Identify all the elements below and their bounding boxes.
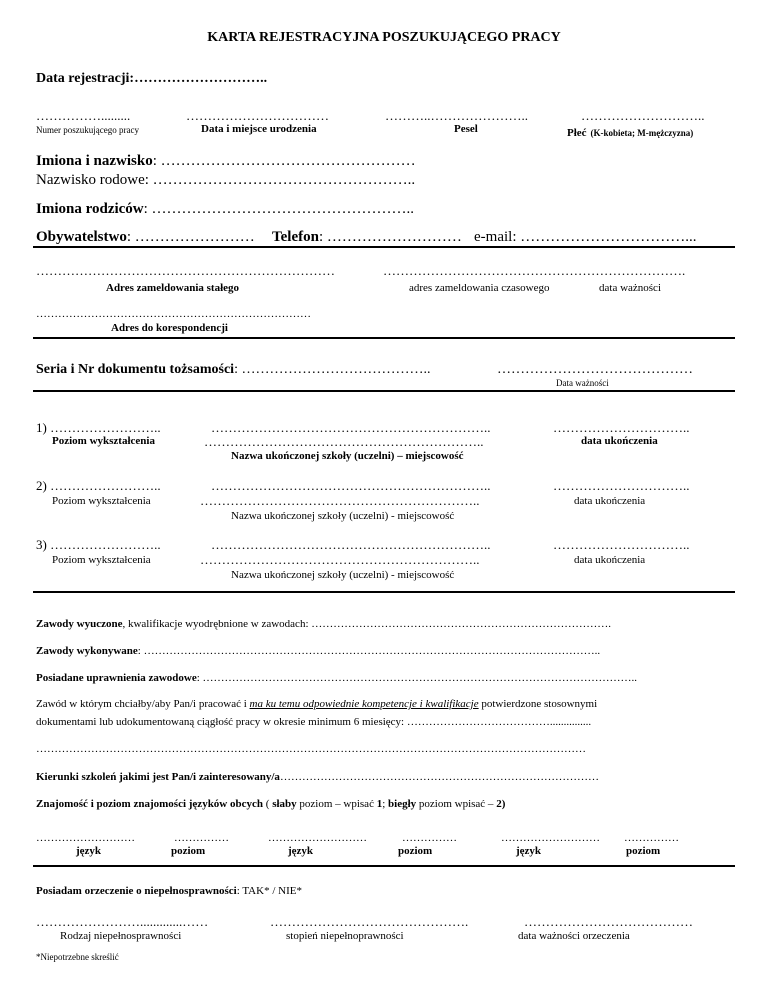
poziom-1-label: poziom [171, 845, 206, 857]
jezyki-title-sep: ; [382, 798, 389, 810]
rodzice-label: Imiona rodziców [36, 201, 144, 217]
zawody-wyuczone-dots[interactable]: , kwalifikacje wyodrębnione w zawodach: ………………………………………………………………………. [122, 618, 611, 630]
dokument-dots[interactable]: : ………………………………….. [234, 362, 431, 377]
adres-koresp-label: Adres do korespondencji [111, 322, 228, 334]
data-ukonczenia-1-label: data ukończenia [581, 435, 658, 447]
adres-czasowy-dots[interactable]: ……………………………………………………………. [383, 263, 686, 278]
kierunki-szkolen-label: Kierunki szkoleń jakimi jest Pan/i zainteresowany/a [36, 771, 280, 783]
adres-czasowy-label: adres zameldowania czasowego [409, 282, 550, 294]
kierunki-szkolen-dots[interactable]: …………………………………………………………………………… [279, 771, 599, 783]
poziom-3-label: poziom [626, 845, 661, 857]
szkola-1-dots[interactable]: ……………………………………………………….. [211, 420, 491, 435]
preferowany-zawod-text [36, 698, 597, 710]
divider [33, 865, 735, 867]
niepelnosprawnosc-label: Posiadam orzeczenie o niepełnosprawności [36, 885, 237, 897]
jezyki-slaby: słaby [272, 798, 297, 810]
plec-dots[interactable]: ……………………….. [581, 108, 705, 123]
preferowany-zawod-field[interactable]: dokumentami lub udokumentowaną ciągłość pracy w okresie minimum 6 miesięcy: …………………………………............... [36, 716, 592, 728]
rodzice-dots[interactable]: : …………………………………………….. [143, 201, 415, 217]
stopien-dots[interactable]: ………………………………………. [270, 914, 469, 929]
jezyki-title-mid2: poziom wpisać – [416, 798, 497, 810]
jezyk-1-dots[interactable]: ……………………… [36, 832, 135, 844]
rodzice-field[interactable] [36, 201, 414, 218]
numer-label: Numer poszukującego pracy [36, 125, 139, 135]
registration-date-label: Data rejestracji: [36, 71, 135, 86]
niepelnosprawnosc-field[interactable] [36, 885, 302, 897]
szkola-3-label: Nazwa ukończonej szkoły (uczelni) - miejscowość [231, 569, 455, 581]
obywatelstwo-field[interactable] [36, 229, 255, 246]
jezyki-biegly: biegły [388, 798, 417, 810]
telefon-label: Telefon [272, 229, 319, 245]
jezyki-title [36, 798, 505, 810]
divider [33, 337, 735, 339]
jezyki-two: 2 [496, 798, 502, 810]
szkola-2-dots-2[interactable]: ……………………………………………………….. [200, 493, 480, 508]
zawody-wykonywane-label: Zawody wykonywane [36, 645, 138, 657]
numer-dots[interactable]: ……………......... [36, 108, 131, 123]
szkola-3-dots-2[interactable]: ……………………………………………………….. [200, 552, 480, 567]
registration-date-dots[interactable]: ……………………….. [134, 71, 268, 86]
imiona-label: Imiona i nazwisko [36, 153, 153, 169]
niepelnosprawnosc-options[interactable]: : TAK* / NIE* [236, 885, 302, 897]
jezyk-3-label: język [516, 845, 542, 857]
dokument-field[interactable] [36, 362, 430, 378]
szkola-1-label: Nazwa ukończonej szkoły (uczelni) – miejscowość [231, 450, 464, 462]
telefon-dots[interactable]: : ……………………… [318, 229, 462, 245]
obywatelstwo-label: Obywatelstwo [36, 229, 127, 245]
jezyki-one: 1 [376, 798, 383, 810]
poziom-2-label: poziom [398, 845, 433, 857]
wyksztalcenie-2-dots[interactable]: 2) …………………….. [36, 478, 161, 493]
wyksztalcenie-3-dots[interactable]: 3) …………………….. [36, 537, 161, 552]
adres-czasowy-waznosc-label: data ważności [599, 282, 661, 294]
uprawnienia-label: Posiadane uprawnienia zawodowe [36, 672, 197, 684]
preferowany-zawod-text-b: potwierdzone stosownymi [478, 698, 598, 710]
wyksztalcenie-3-label: Poziom wykształcenia [52, 554, 151, 566]
registration-date-field[interactable] [36, 71, 267, 87]
poziom-2-dots[interactable]: …………… [402, 832, 457, 844]
szkola-2-dots[interactable]: ……………………………………………………….. [211, 478, 491, 493]
urodzenie-label: Data i miejsce urodzenia [201, 123, 317, 135]
poziom-1-dots[interactable]: …………… [174, 832, 229, 844]
data-ukonczenia-3-dots[interactable]: ………………………….. [553, 537, 690, 552]
szkola-3-dots[interactable]: ……………………………………………………….. [211, 537, 491, 552]
jezyk-3-dots[interactable]: ……………………… [501, 832, 600, 844]
dokument-waznosc-dots[interactable]: …………………………………… [497, 362, 693, 377]
adres-staly-label: Adres zameldowania stałego [106, 282, 240, 294]
adres-koresp-dots[interactable]: ………………………………………………………………… [36, 308, 311, 320]
divider [33, 246, 735, 248]
jezyk-1-label: język [76, 845, 102, 857]
pesel-label: Pesel [454, 123, 478, 135]
divider [33, 390, 735, 392]
uprawnienia-field[interactable] [36, 672, 637, 684]
dokument-label: Seria i Nr dokumentu tożsamości [36, 362, 235, 377]
jezyki-title-open: ( [263, 798, 273, 810]
data-ukonczenia-3-label: data ukończenia [574, 554, 646, 566]
szkola-2-label: Nazwa ukończonej szkoły (uczelni) - miejscowość [231, 510, 455, 522]
email-field[interactable]: e-mail: ……………………………... [474, 229, 697, 245]
wyksztalcenie-2-label: Poziom wykształcenia [52, 495, 151, 507]
waznosc-orzeczenia-label: data ważności orzeczenia [518, 930, 630, 942]
zawody-wyuczone-label: Zawody wyuczone [36, 618, 123, 630]
divider [33, 591, 735, 593]
szkola-1-dots-2[interactable]: ……………………………………………………….. [204, 434, 484, 449]
uprawnienia-dots[interactable]: : ……………………………………………………………………………………………………….. [196, 672, 638, 684]
zawody-wykonywane-field[interactable] [36, 645, 600, 657]
preferowany-zawod-dots[interactable]: …………………………………………………………………………………………………………………………………… [36, 743, 586, 755]
data-ukonczenia-2-label: data ukończenia [574, 495, 646, 507]
plec-label [567, 123, 693, 141]
urodzenie-dots[interactable]: …………………………… [186, 108, 329, 123]
plec-label-main: Płeć [567, 127, 587, 139]
data-ukonczenia-1-dots[interactable]: ………………………….. [553, 420, 690, 435]
plec-label-detail: (K-kobieta; M-mężczyzna) [590, 128, 694, 138]
preferowany-zawod-text-a: Zawód w którym chciałby/aby Pan/i pracować i [36, 698, 250, 710]
preferowany-zawod-emphasis: ma ku temu odpowiednie kompetencje i kwalifikacje [249, 698, 479, 710]
jezyk-2-label: język [288, 845, 314, 857]
waznosc-orzeczenia-dots[interactable]: ………………………………… [524, 914, 693, 929]
stopien-label: stopień niepełnoprawności [286, 930, 404, 942]
jezyki-title-label: Znajomość i poziom znajomości języków obcych [36, 798, 264, 810]
obywatelstwo-dots[interactable]: : …………………… [126, 229, 255, 245]
data-ukonczenia-2-dots[interactable]: ………………………….. [553, 478, 690, 493]
jezyki-title-close: ) [501, 798, 506, 810]
wyksztalcenie-1-label: Poziom wykształcenia [52, 435, 155, 447]
adres-staly-dots[interactable]: …………………………………………………………… [36, 263, 335, 278]
kierunki-szkolen-field[interactable] [36, 771, 599, 783]
wyksztalcenie-1-dots[interactable]: 1) …………………….. [36, 420, 161, 435]
zawody-wyuczone-field[interactable] [36, 618, 611, 630]
nazwisko-rodowe-field[interactable]: Nazwisko rodowe: …………………………………………….. [36, 172, 416, 188]
poziom-3-dots[interactable]: …………… [624, 832, 679, 844]
footnote: *Niepotrzebne skreślić [36, 952, 119, 962]
telefon-field[interactable] [272, 229, 462, 246]
page-title: KARTA REJESTRACYJNA POSZUKUJĄCEGO PRACY [207, 30, 561, 45]
jezyk-2-dots[interactable]: ……………………… [268, 832, 367, 844]
dokument-waznosc-label: Data ważności [556, 378, 609, 388]
imiona-field[interactable] [36, 153, 416, 170]
rodzaj-dots[interactable]: …………………….............…… [36, 914, 209, 929]
imiona-dots[interactable]: : …………………………………………… [152, 153, 416, 169]
pesel-dots[interactable]: ………..………………….. [385, 108, 528, 123]
jezyki-title-mid: poziom – wpisać [296, 798, 377, 810]
zawody-wykonywane-dots[interactable]: : …………………………………………………………………………………………………………….. [137, 645, 601, 657]
rodzaj-label: Rodzaj niepełnosprawności [60, 930, 182, 942]
